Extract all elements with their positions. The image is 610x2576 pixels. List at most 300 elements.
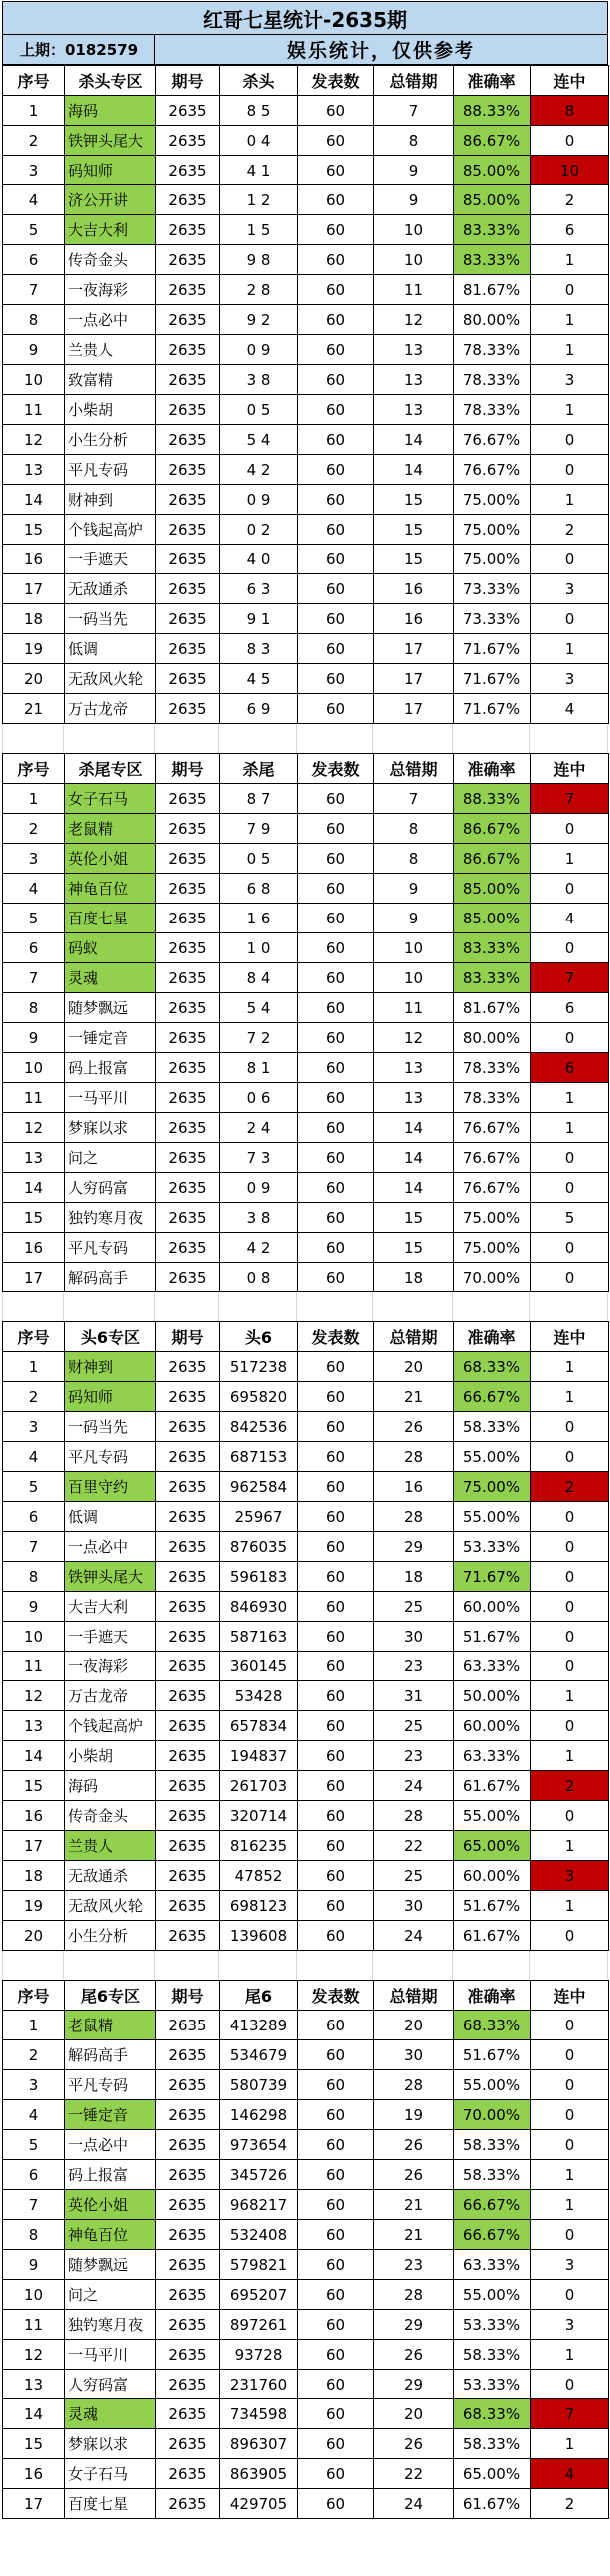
cell-issue: 2635: [156, 1083, 220, 1113]
cell-streak: 7: [531, 784, 609, 814]
cell-value: 8 1: [220, 1053, 298, 1083]
cell-index: 9: [3, 335, 65, 365]
cell-accuracy: 81.67%: [454, 993, 531, 1023]
cell-index: 6: [3, 2160, 65, 2190]
cell-zone: 百度七星: [65, 904, 156, 933]
table-gap: [2, 724, 608, 753]
cell-issue: 2635: [156, 1023, 220, 1053]
cell-value: 261703: [220, 1771, 298, 1801]
table-gap: [2, 1951, 608, 1980]
cell-index: 5: [3, 904, 65, 933]
table-row: [3, 1681, 609, 1711]
cell-total-wrong: 28: [374, 2280, 454, 2310]
cell-zone: 个钱起高炉: [65, 1711, 156, 1741]
cell-total-wrong: 18: [374, 1263, 454, 1292]
cell-accuracy: 75.00%: [454, 515, 531, 545]
previous-issue-label: 上期：0182579: [3, 35, 155, 64]
cell-published: 60: [298, 215, 374, 245]
cell-issue: 2635: [156, 604, 220, 634]
cell-index: 15: [3, 1203, 65, 1233]
cell-issue: 2635: [156, 1891, 220, 1921]
cell-accuracy: 63.33%: [454, 2250, 531, 2280]
cell-streak: 7: [531, 2399, 609, 2429]
cell-accuracy: 58.33%: [454, 2429, 531, 2459]
cell-total-wrong: 16: [374, 574, 454, 604]
table-row: [3, 1263, 609, 1292]
cell-accuracy: 53.33%: [454, 2310, 531, 2340]
table-row: [3, 1083, 609, 1113]
cell-issue: 2635: [156, 2130, 220, 2160]
cell-issue: 2635: [156, 156, 220, 185]
cell-total-wrong: 15: [374, 485, 454, 515]
gap-gridline: [155, 1951, 219, 1980]
cell-accuracy: 83.33%: [454, 933, 531, 963]
cell-zone: 传奇金头: [65, 245, 156, 275]
cell-value: 734598: [220, 2399, 298, 2429]
cell-zone: 兰贵人: [65, 335, 156, 365]
table-row: [3, 1741, 609, 1771]
cell-published: 60: [298, 694, 374, 724]
cell-accuracy: 73.33%: [454, 604, 531, 634]
cell-streak: 1: [531, 1681, 609, 1711]
cell-index: 7: [3, 963, 65, 993]
cell-streak: 0: [531, 2280, 609, 2310]
cell-accuracy: 51.67%: [454, 1891, 531, 1921]
cell-total-wrong: 9: [374, 185, 454, 215]
cell-index: 13: [3, 1143, 65, 1173]
cell-issue: 2635: [156, 1382, 220, 1412]
cell-total-wrong: 28: [374, 1442, 454, 1472]
cell-published: 60: [298, 784, 374, 814]
cell-streak: 1: [531, 1741, 609, 1771]
cell-total-wrong: 22: [374, 1831, 454, 1861]
cell-index: 11: [3, 2310, 65, 2340]
cell-issue: 2635: [156, 2190, 220, 2220]
cell-streak: 3: [531, 664, 609, 694]
cell-published: 60: [298, 1023, 374, 1053]
cell-index: 8: [3, 1562, 65, 1592]
cell-index: 11: [3, 1652, 65, 1681]
cell-total-wrong: 26: [374, 2429, 454, 2459]
cell-value: 1 5: [220, 215, 298, 245]
cell-index: 19: [3, 634, 65, 664]
cell-index: 13: [3, 2370, 65, 2399]
cell-zone: 一马平川: [65, 2340, 156, 2370]
table-row: [3, 2190, 609, 2220]
cell-value: 25967: [220, 1502, 298, 1532]
cell-total-wrong: 15: [374, 515, 454, 545]
cell-total-wrong: 8: [374, 844, 454, 874]
column-header-accuracy: 准确率: [454, 66, 531, 96]
cell-published: 60: [298, 1173, 374, 1203]
cell-accuracy: 73.33%: [454, 574, 531, 604]
cell-total-wrong: 11: [374, 275, 454, 305]
cell-zone: 小生分析: [65, 425, 156, 455]
cell-published: 60: [298, 2130, 374, 2160]
cell-published: 60: [298, 1053, 374, 1083]
cell-accuracy: 75.00%: [454, 485, 531, 515]
cell-total-wrong: 29: [374, 2310, 454, 2340]
gap-gridline: [297, 1292, 373, 1321]
cell-published: 60: [298, 185, 374, 215]
cell-issue: 2635: [156, 933, 220, 963]
gap-gridline: [219, 1292, 297, 1321]
cell-issue: 2635: [156, 2370, 220, 2399]
cell-total-wrong: 25: [374, 1861, 454, 1891]
cell-index: 11: [3, 1083, 65, 1113]
cell-streak: 0: [531, 1173, 609, 1203]
cell-total-wrong: 29: [374, 2370, 454, 2399]
cell-total-wrong: 13: [374, 335, 454, 365]
cell-issue: 2635: [156, 844, 220, 874]
column-header-accuracy: 准确率: [454, 1981, 531, 2011]
cell-zone: 一锤定音: [65, 1023, 156, 1053]
gap-gridline: [155, 1292, 219, 1321]
table-row: [3, 126, 609, 156]
column-header-index: 序号: [3, 754, 65, 784]
table-row: [3, 545, 609, 574]
cell-value: 413289: [220, 2011, 298, 2040]
table-row: [3, 245, 609, 275]
cell-streak: 0: [531, 275, 609, 305]
gap-gridline: [453, 724, 530, 753]
tables-root: [2, 65, 608, 2519]
table-row: [3, 305, 609, 335]
table-row: [3, 1442, 609, 1472]
cell-zone: 问之: [65, 2280, 156, 2310]
cell-value: 2 4: [220, 1113, 298, 1143]
cell-issue: 2635: [156, 814, 220, 844]
gap-gridline: [2, 1951, 64, 1980]
cell-zone: 平凡专码: [65, 1233, 156, 1263]
cell-index: 8: [3, 305, 65, 335]
table-row: [3, 2399, 609, 2429]
cell-index: 18: [3, 1861, 65, 1891]
cell-total-wrong: 15: [374, 1233, 454, 1263]
cell-value: 0 9: [220, 335, 298, 365]
cell-issue: 2635: [156, 1831, 220, 1861]
cell-streak: 8: [531, 96, 609, 126]
cell-published: 60: [298, 1592, 374, 1622]
cell-published: 60: [298, 545, 374, 574]
cell-zone: 一点必中: [65, 305, 156, 335]
cell-issue: 2635: [156, 1173, 220, 1203]
cell-issue: 2635: [156, 694, 220, 724]
cell-streak: 0: [531, 1023, 609, 1053]
cell-total-wrong: 17: [374, 634, 454, 664]
cell-streak: 6: [531, 1053, 609, 1083]
cell-published: 60: [298, 2399, 374, 2429]
cell-total-wrong: 20: [374, 2011, 454, 2040]
cell-streak: 0: [531, 425, 609, 455]
cell-index: 16: [3, 545, 65, 574]
gap-gridline: [2, 1292, 64, 1321]
cell-streak: 4: [531, 904, 609, 933]
cell-accuracy: 75.00%: [454, 1203, 531, 1233]
cell-total-wrong: 11: [374, 993, 454, 1023]
table-row: [3, 2070, 609, 2100]
cell-published: 60: [298, 1622, 374, 1652]
cell-index: 17: [3, 1263, 65, 1292]
cell-accuracy: 76.67%: [454, 1143, 531, 1173]
sub-header: [2, 35, 608, 65]
cell-value: 360145: [220, 1652, 298, 1681]
cell-published: 60: [298, 2340, 374, 2370]
cell-accuracy: 71.67%: [454, 664, 531, 694]
table-row: [3, 1053, 609, 1083]
table-row: [3, 275, 609, 305]
cell-value: 7 2: [220, 1023, 298, 1053]
cell-issue: 2635: [156, 2040, 220, 2070]
cell-published: 60: [298, 1801, 374, 1831]
header-row: [3, 1322, 609, 1352]
cell-index: 10: [3, 1053, 65, 1083]
cell-value: 2 8: [220, 275, 298, 305]
cell-streak: 0: [531, 1592, 609, 1622]
cell-zone: 老鼠精: [65, 2011, 156, 2040]
cell-issue: 2635: [156, 2280, 220, 2310]
cell-index: 12: [3, 2340, 65, 2370]
cell-published: 60: [298, 1352, 374, 1382]
cell-published: 60: [298, 1771, 374, 1801]
gap-gridline: [64, 1951, 155, 1980]
table-row: [3, 2429, 609, 2459]
column-header-accuracy: 准确率: [454, 1322, 531, 1352]
cell-zone: 一锤定音: [65, 2100, 156, 2130]
cell-value: 6 8: [220, 874, 298, 904]
cell-value: 962584: [220, 1472, 298, 1502]
cell-total-wrong: 13: [374, 365, 454, 395]
cell-index: 5: [3, 2130, 65, 2160]
column-header-zone: 杀头专区: [65, 66, 156, 96]
table-row: [3, 634, 609, 664]
table-row: [3, 1801, 609, 1831]
cell-published: 60: [298, 1203, 374, 1233]
cell-accuracy: 50.00%: [454, 1681, 531, 1711]
cell-total-wrong: 8: [374, 814, 454, 844]
cell-streak: 4: [531, 694, 609, 724]
cell-streak: 0: [531, 2011, 609, 2040]
table-row: [3, 874, 609, 904]
cell-zone: 随梦飘远: [65, 993, 156, 1023]
disclaimer-text: 娱乐统计，仅供参考: [286, 40, 475, 62]
cell-index: 4: [3, 1442, 65, 1472]
cell-index: 17: [3, 2489, 65, 2519]
cell-accuracy: 76.67%: [454, 425, 531, 455]
cell-issue: 2635: [156, 2489, 220, 2519]
cell-streak: 2: [531, 1472, 609, 1502]
cell-published: 60: [298, 844, 374, 874]
cell-index: 12: [3, 1681, 65, 1711]
cell-accuracy: 78.33%: [454, 395, 531, 425]
cell-zone: 梦寐以求: [65, 1113, 156, 1143]
cell-streak: 0: [531, 1801, 609, 1831]
cell-streak: 5: [531, 1203, 609, 1233]
cell-accuracy: 58.33%: [454, 2130, 531, 2160]
cell-zone: 万古龙帝: [65, 1681, 156, 1711]
cell-value: 816235: [220, 1831, 298, 1861]
cell-index: 18: [3, 604, 65, 634]
cell-value: 8 5: [220, 96, 298, 126]
table-row: [3, 215, 609, 245]
cell-accuracy: 85.00%: [454, 874, 531, 904]
cell-accuracy: 71.67%: [454, 634, 531, 664]
cell-value: 345726: [220, 2160, 298, 2190]
cell-zone: 无敌风火轮: [65, 1891, 156, 1921]
cell-zone: 低调: [65, 634, 156, 664]
cell-total-wrong: 18: [374, 1562, 454, 1592]
cell-value: 231760: [220, 2370, 298, 2399]
cell-published: 60: [298, 1442, 374, 1472]
cell-published: 60: [298, 1681, 374, 1711]
cell-issue: 2635: [156, 1233, 220, 1263]
cell-streak: 3: [531, 1861, 609, 1891]
cell-accuracy: 53.33%: [454, 2370, 531, 2399]
cell-issue: 2635: [156, 1502, 220, 1532]
cell-value: 320714: [220, 1801, 298, 1831]
cell-index: 6: [3, 1502, 65, 1532]
cell-published: 60: [298, 1412, 374, 1442]
cell-accuracy: 60.00%: [454, 1711, 531, 1741]
cell-accuracy: 76.67%: [454, 1113, 531, 1143]
cell-published: 60: [298, 365, 374, 395]
cell-total-wrong: 26: [374, 2340, 454, 2370]
cell-published: 60: [298, 425, 374, 455]
cell-issue: 2635: [156, 1592, 220, 1622]
table-row: [3, 1771, 609, 1801]
cell-accuracy: 80.00%: [454, 1023, 531, 1053]
cell-accuracy: 80.00%: [454, 305, 531, 335]
cell-value: 0 6: [220, 1083, 298, 1113]
cell-issue: 2635: [156, 1801, 220, 1831]
cell-issue: 2635: [156, 425, 220, 455]
cell-accuracy: 81.67%: [454, 275, 531, 305]
table-row: [3, 455, 609, 485]
cell-published: 60: [298, 2011, 374, 2040]
cell-index: 7: [3, 275, 65, 305]
table-row: [3, 2130, 609, 2160]
column-header-value: 杀尾: [220, 754, 298, 784]
table-row: [3, 515, 609, 545]
cell-value: 842536: [220, 1412, 298, 1442]
cell-index: 17: [3, 1831, 65, 1861]
cell-streak: 1: [531, 1891, 609, 1921]
gap-gridline: [2, 724, 64, 753]
cell-index: 2: [3, 2040, 65, 2070]
cell-index: 12: [3, 425, 65, 455]
table-row: [3, 2100, 609, 2130]
table-row: [3, 395, 609, 425]
cell-accuracy: 60.00%: [454, 1861, 531, 1891]
cell-issue: 2635: [156, 305, 220, 335]
table-row: [3, 814, 609, 844]
cell-index: 6: [3, 245, 65, 275]
cell-index: 4: [3, 185, 65, 215]
cell-value: 0 4: [220, 126, 298, 156]
cell-total-wrong: 10: [374, 245, 454, 275]
cell-published: 60: [298, 275, 374, 305]
table-row: [3, 185, 609, 215]
cell-published: 60: [298, 1711, 374, 1741]
cell-issue: 2635: [156, 634, 220, 664]
cell-zone: 女子石马: [65, 784, 156, 814]
cell-accuracy: 65.00%: [454, 2459, 531, 2489]
cell-value: 5 4: [220, 993, 298, 1023]
cell-index: 14: [3, 1173, 65, 1203]
table-row: [3, 1861, 609, 1891]
cell-zone: 无敌通杀: [65, 1861, 156, 1891]
cell-accuracy: 53.33%: [454, 1532, 531, 1562]
column-header-published: 发表数: [298, 1981, 374, 2011]
cell-streak: 0: [531, 1412, 609, 1442]
column-header-zone: 尾6专区: [65, 1981, 156, 2011]
cell-index: 12: [3, 1113, 65, 1143]
cell-index: 4: [3, 2100, 65, 2130]
cell-published: 60: [298, 2070, 374, 2100]
cell-index: 20: [3, 664, 65, 694]
cell-issue: 2635: [156, 185, 220, 215]
cell-issue: 2635: [156, 1472, 220, 1502]
cell-streak: 1: [531, 305, 609, 335]
cell-index: 5: [3, 1472, 65, 1502]
cell-total-wrong: 25: [374, 1711, 454, 1741]
table-row: [3, 574, 609, 604]
header-row: [3, 66, 609, 96]
cell-total-wrong: 10: [374, 933, 454, 963]
cell-published: 60: [298, 904, 374, 933]
cell-issue: 2635: [156, 1771, 220, 1801]
column-header-streak: 连中: [531, 1322, 609, 1352]
cell-published: 60: [298, 485, 374, 515]
cell-streak: 0: [531, 126, 609, 156]
table-row: [3, 1891, 609, 1921]
table-row: [3, 1233, 609, 1263]
cell-total-wrong: 7: [374, 784, 454, 814]
cell-issue: 2635: [156, 1921, 220, 1951]
cell-zone: 一码当先: [65, 1412, 156, 1442]
cell-accuracy: 70.00%: [454, 2100, 531, 2130]
cell-total-wrong: 13: [374, 395, 454, 425]
gap-gridline: [530, 1951, 608, 1980]
gap-gridline: [373, 1292, 453, 1321]
cell-value: 8 4: [220, 963, 298, 993]
cell-accuracy: 88.33%: [454, 96, 531, 126]
cell-streak: 1: [531, 2160, 609, 2190]
cell-published: 60: [298, 963, 374, 993]
table-row: [3, 1143, 609, 1173]
cell-zone: 大吉大利: [65, 1592, 156, 1622]
cell-published: 60: [298, 1472, 374, 1502]
table-row: [3, 365, 609, 395]
cell-issue: 2635: [156, 1352, 220, 1382]
cell-total-wrong: 12: [374, 1023, 454, 1053]
table-row: [3, 485, 609, 515]
cell-accuracy: 66.67%: [454, 2190, 531, 2220]
cell-issue: 2635: [156, 904, 220, 933]
cell-accuracy: 60.00%: [454, 1592, 531, 1622]
cell-issue: 2635: [156, 574, 220, 604]
cell-streak: 3: [531, 574, 609, 604]
cell-zone: 码知师: [65, 156, 156, 185]
stats-table-1: [2, 65, 609, 724]
cell-total-wrong: 14: [374, 1173, 454, 1203]
cell-published: 60: [298, 1113, 374, 1143]
table-row: [3, 2459, 609, 2489]
cell-value: 695820: [220, 1382, 298, 1412]
gap-gridline: [64, 724, 155, 753]
cell-accuracy: 58.33%: [454, 1412, 531, 1442]
cell-published: 60: [298, 814, 374, 844]
